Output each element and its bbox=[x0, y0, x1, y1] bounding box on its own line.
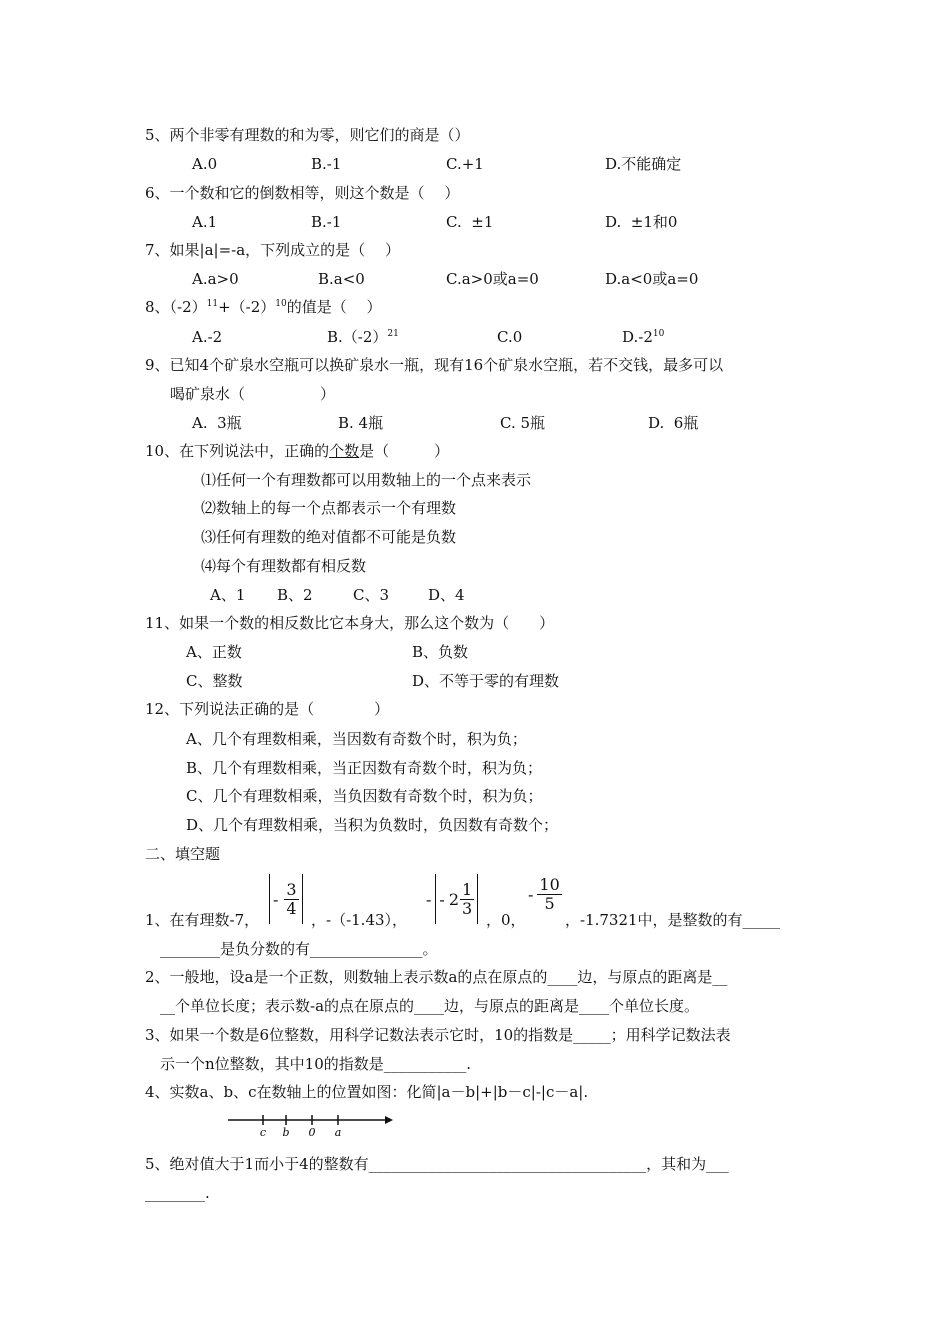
q5-stem: 5、两个非零有理数的和为零，则它们的商是（） bbox=[145, 126, 470, 144]
q8-option-d bbox=[622, 328, 664, 346]
q12-option-a: A、几个有理数相乘，当因数有奇数个时，积为负； bbox=[186, 730, 527, 748]
q10-option-d: D、4 bbox=[428, 586, 465, 604]
label-b: b bbox=[282, 1126, 290, 1138]
q8-option-a: A.-2 bbox=[192, 328, 223, 346]
q10-statement-2: ⑵数轴上的每一个点都表示一个有理数 bbox=[201, 499, 457, 517]
q12-option-c: C、几个有理数相乘，当负因数有奇数个时，积为负； bbox=[186, 787, 543, 805]
f1-t2: ，-（-1.43）， bbox=[311, 911, 408, 929]
f1-frac1-den: 4 bbox=[286, 898, 297, 918]
q12-option-b: B、几个有理数相乘，当正因数有奇数个时，积为负； bbox=[186, 759, 543, 777]
q6-option-c: C. ±1 bbox=[446, 213, 494, 231]
q10-option-c: C、3 bbox=[353, 586, 390, 604]
q10-statement-4: ⑷每个有理数都有相反数 bbox=[201, 557, 367, 575]
f4-line1: 4、实数a、b、c在数轴上的位置如图：化简|a－b|+|b－c|-|c－a|. bbox=[145, 1083, 589, 1101]
q10-option-a: A、1 bbox=[210, 586, 246, 604]
q10-option-b: B、2 bbox=[277, 586, 313, 604]
label-c: c bbox=[259, 1126, 267, 1138]
q10-stem-underlined: 个数 bbox=[329, 442, 360, 460]
f1-abs-frac1 bbox=[269, 874, 303, 924]
f1-neg3: - bbox=[439, 889, 445, 909]
q8-exp2: 10 bbox=[275, 299, 287, 309]
q8-option-d-exp: 10 bbox=[652, 329, 665, 339]
number-line-arrow bbox=[385, 1116, 393, 1124]
label-0: 0 bbox=[308, 1126, 316, 1138]
q8-option-b-base: B.（-2） bbox=[327, 328, 388, 346]
f1-frac3-num: 10 bbox=[539, 875, 560, 894]
q7-option-a: A.a>0 bbox=[192, 270, 239, 288]
q12-option-d: D、几个有理数相乘，当积为负数时，负因数有奇数个； bbox=[186, 816, 559, 834]
section2-heading: 二、填空题 bbox=[145, 845, 221, 863]
f1-frac1-num: 3 bbox=[286, 879, 297, 899]
q10-stem-post: 是（ ） bbox=[359, 442, 450, 460]
q6-option-b: B.-1 bbox=[311, 213, 342, 231]
q8-option-b bbox=[327, 328, 399, 346]
f3-line1: 3、如果一个数是6位整数，用科学记数法表示它时，10的指数是_____；用科学记数法表 bbox=[145, 1026, 731, 1044]
q5-option-a: A.0 bbox=[192, 155, 218, 173]
f2-line1: 2、一般地，设a是一个正数，则数轴上表示数a的点在原点的____边，与原点的距离是__ bbox=[145, 968, 728, 986]
q5-option-d: D.不能确定 bbox=[605, 155, 682, 173]
q5-option-b: B.-1 bbox=[311, 155, 342, 173]
q9-option-c: C. 5瓶 bbox=[500, 414, 546, 432]
q9-option-a: A. 3瓶 bbox=[192, 414, 242, 432]
q11-option-d: D、不等于零的有理数 bbox=[412, 672, 560, 690]
q10-stem bbox=[145, 442, 449, 460]
f1-t4: ，-1.7321中，是整数的有_____ bbox=[565, 911, 781, 929]
f1-neg-frac3 bbox=[528, 876, 562, 913]
q9-stem-line1: 9、已知4个矿泉水空瓶可以换矿泉水一瓶，现有16个矿泉水空瓶，若不交钱，最多可以 bbox=[145, 356, 724, 374]
f1-frac3-den: 5 bbox=[544, 894, 555, 913]
f5-line1: 5、绝对值大于1而小于4的整数有_____________________________________，其和为___ bbox=[145, 1155, 729, 1173]
f5-line2: ________. bbox=[145, 1184, 210, 1202]
f1-neg: - bbox=[273, 889, 279, 909]
q8-option-b-exp: 21 bbox=[387, 329, 399, 339]
f2-line2: __个单位长度；表示数-a的点在原点的____边，与原点的距离是____个单位长度。 bbox=[160, 997, 700, 1015]
q9-option-d: D. 6瓶 bbox=[648, 414, 699, 432]
q5-option-c: C.+1 bbox=[446, 155, 484, 173]
q7-option-c: C.a>0或a=0 bbox=[446, 270, 539, 288]
q8-stem bbox=[145, 298, 382, 316]
q10-statement-3: ⑶任何有理数的绝对值都不可能是负数 bbox=[201, 528, 457, 546]
q6-stem: 6、一个数和它的倒数相等，则这个数是（ ） bbox=[145, 184, 460, 202]
q7-option-b: B.a<0 bbox=[318, 270, 365, 288]
q11-stem: 11、如果一个数的相反数比它本身大，那么这个数为（ ） bbox=[145, 614, 555, 632]
number-line-figure bbox=[225, 1112, 395, 1138]
f1-neg4: - bbox=[528, 885, 534, 904]
f1-mixed-int: 2 bbox=[448, 889, 459, 909]
q12-stem: 12、下列说法正确的是（ ） bbox=[145, 700, 390, 718]
q8-stem-pre: 8、（-2） bbox=[145, 298, 207, 316]
q8-exp1: 11 bbox=[206, 299, 219, 309]
q8-option-c: C.0 bbox=[497, 328, 523, 346]
q11-option-a: A、正数 bbox=[186, 643, 242, 661]
q11-option-c: C、整数 bbox=[186, 672, 243, 690]
q7-option-d: D.a<0或a=0 bbox=[605, 270, 699, 288]
q10-statement-1: ⑴任何一个有理数都可以用数轴上的一个点来表示 bbox=[201, 471, 532, 489]
q9-stem-line2: 喝矿泉水（ ） bbox=[170, 385, 336, 403]
f3-line2: 示一个n位整数，其中10的指数是___________. bbox=[160, 1055, 472, 1073]
f1-t3: ，0， bbox=[486, 911, 526, 929]
q10-stem-pre: 10、在下列说法中，正确的 bbox=[145, 442, 330, 460]
f1-frac2-den: 3 bbox=[462, 898, 473, 918]
q11-option-b: B、负数 bbox=[412, 643, 469, 661]
q9-option-b: B. 4瓶 bbox=[338, 414, 384, 432]
f1-line2: ________是负分数的有_______________。 bbox=[160, 940, 438, 958]
q6-option-d: D. ±1和0 bbox=[605, 213, 678, 231]
f1-pre: 1、在有理数-7， bbox=[145, 911, 260, 929]
f1-neg2: - bbox=[426, 889, 432, 909]
q8-stem-mid: +（-2） bbox=[218, 298, 276, 316]
q8-option-d-base: D.-2 bbox=[622, 328, 653, 346]
q6-option-a: A.1 bbox=[192, 213, 218, 231]
q8-stem-post: 的值是（ ） bbox=[286, 298, 382, 316]
label-a: a bbox=[334, 1126, 342, 1138]
f1-frac2-num: 1 bbox=[462, 879, 473, 899]
f1-neg-abs-mixed bbox=[426, 874, 478, 924]
q7-stem: 7、如果|a|=-a，下列成立的是（ ） bbox=[145, 241, 400, 259]
